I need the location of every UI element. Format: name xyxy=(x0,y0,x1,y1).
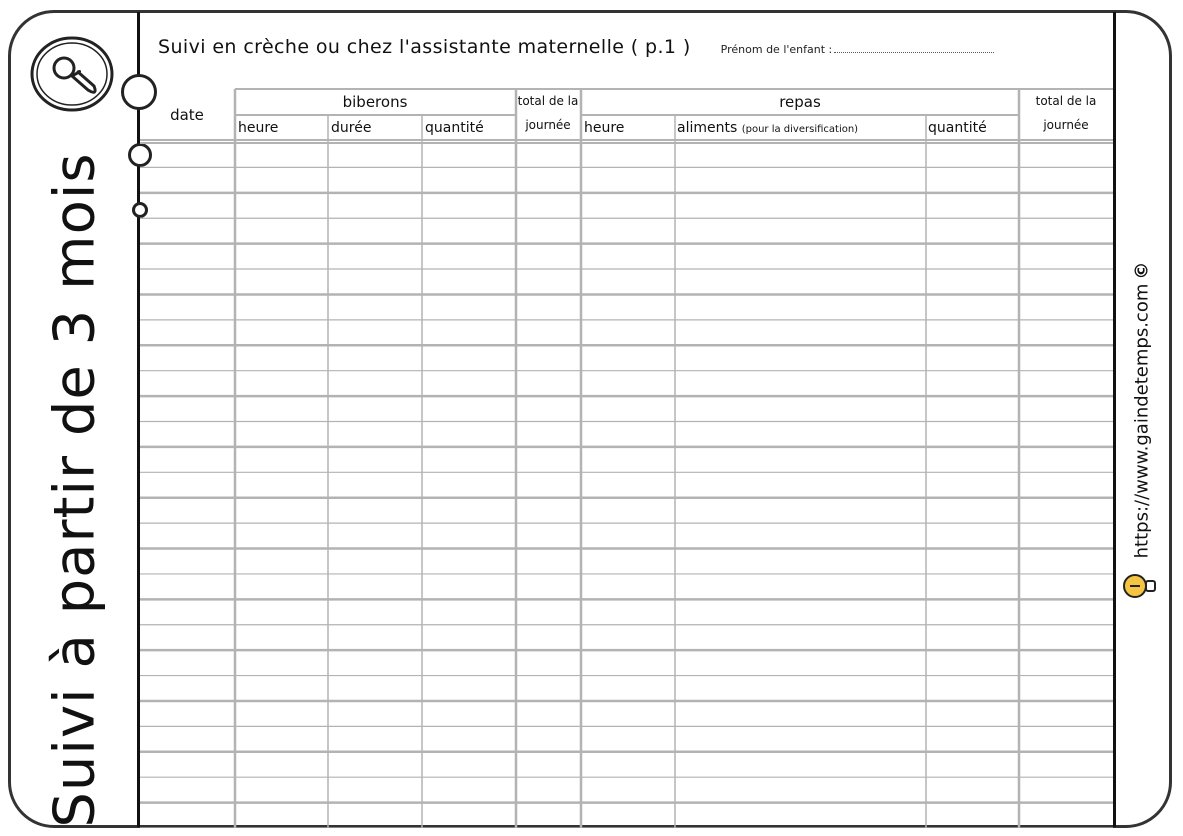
col-total2-header-line1: total de la xyxy=(1035,94,1097,108)
col-aliments-header xyxy=(677,120,858,136)
col-quantite-header: quantité xyxy=(425,120,484,136)
col-repas-heure-header: heure xyxy=(584,120,625,136)
col-repas-quantite-header: quantité xyxy=(928,120,987,136)
footer-url-line xyxy=(1132,262,1153,559)
col-aliments-note: (pour la diversification) xyxy=(741,124,859,135)
child-name-label: Prénom de l'enfant : xyxy=(720,43,833,56)
child-name-field[interactable] xyxy=(834,43,994,53)
group-repas-header: repas xyxy=(779,93,821,111)
right-margin-line xyxy=(1113,12,1116,827)
col-duree-header: durée xyxy=(331,120,372,136)
tracking-table xyxy=(140,88,1113,828)
page-title: Suivi en crèche ou chez l'assistante maternelle ( p.1 ) xyxy=(158,36,691,58)
table-grid xyxy=(140,88,1113,828)
col-total-header-line2: journée xyxy=(525,118,571,132)
col-total2-header-line2: journée xyxy=(1043,118,1089,132)
copyright-icon: © xyxy=(1131,261,1153,280)
col-heure-header: heure xyxy=(238,120,279,136)
col-date-header: date xyxy=(170,106,204,124)
side-title: Suivi à partir de 3 mois xyxy=(42,152,108,828)
header-line xyxy=(158,36,1098,66)
col-total-header-line1: total de la xyxy=(517,94,579,108)
footer-url[interactable]: https://www.gaindetemps.com xyxy=(1131,283,1153,559)
col-aliments-label: aliments xyxy=(677,120,738,136)
pacifier-icon xyxy=(28,34,116,114)
group-biberons-header: biberons xyxy=(342,93,408,111)
lightbulb-icon xyxy=(1121,570,1159,602)
